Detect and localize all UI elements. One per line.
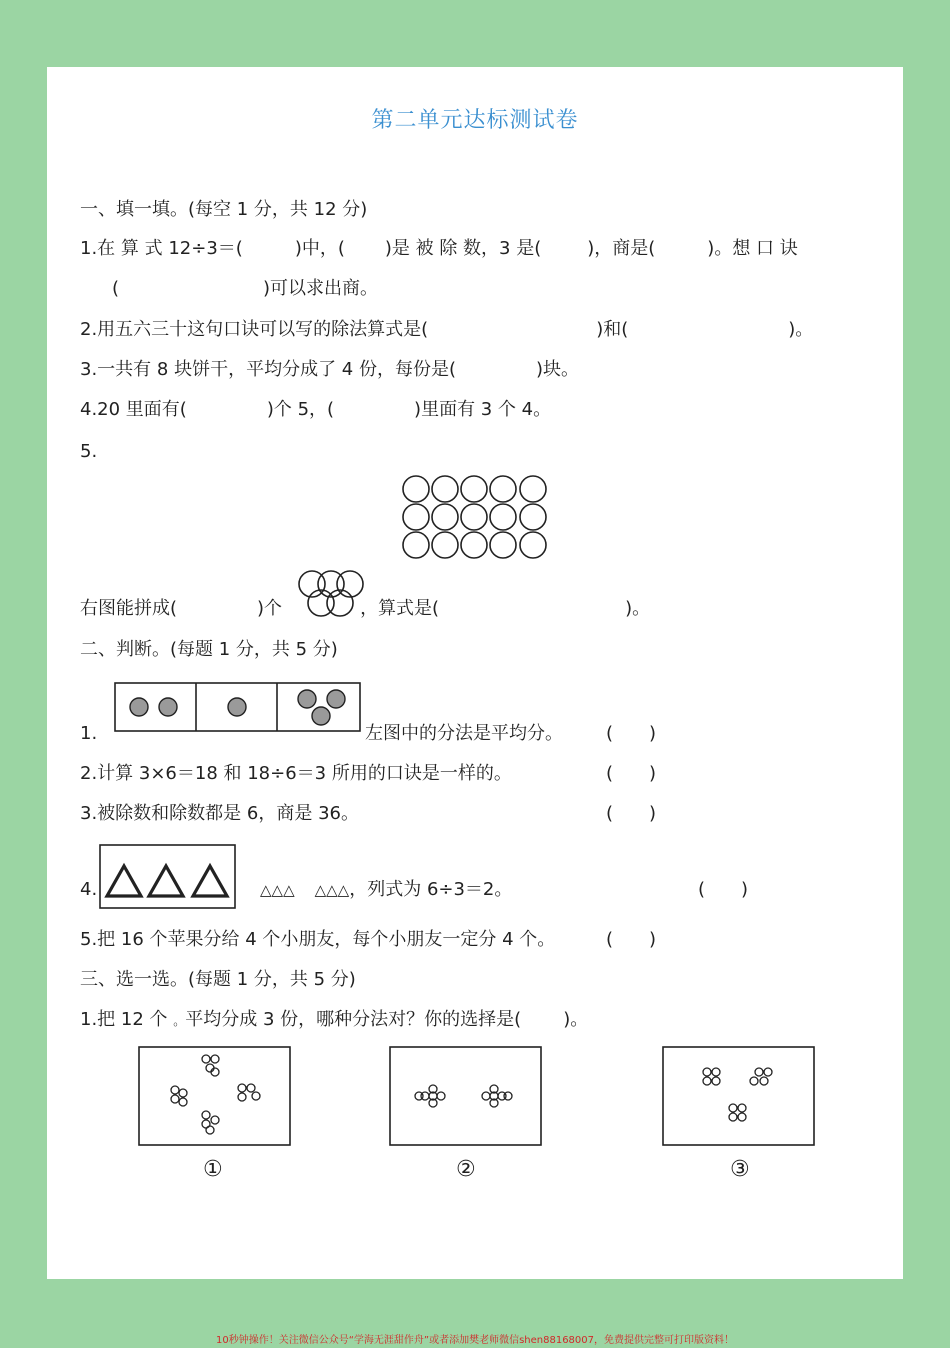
s2-q5: 5.把 16 个苹果分给 4 个小朋友，每个小朋友一定分 4 个。 [80, 929, 556, 950]
answer-paren[interactable]: ( ) [606, 929, 657, 950]
option-3-label[interactable]: ③ [730, 1157, 750, 1182]
section2-heading: 二、判断。(每题 1 分，共 5 分) [80, 639, 338, 660]
s2-q1-number: 1. [80, 723, 98, 744]
s2-q2: 2.计算 3×6＝18 和 18÷6＝3 所用的口诀是一样的。 [80, 763, 512, 784]
footer-note: 10秒钟操作！关注微信公众号“学海无涯甜作舟”或者添加樊老师微信shen88168007，免费提供完整可打印版资料！ [215, 1335, 735, 1346]
q-text: )。想 口 诀 [707, 238, 798, 259]
answer-paren[interactable]: ( ) [698, 879, 749, 900]
q-text: ( [112, 278, 120, 299]
page-title: 第二单元达标测试卷 [371, 108, 579, 133]
q-text: )中，( [294, 238, 345, 259]
s3-q1 [80, 1008, 588, 1033]
answer-paren[interactable]: ( ) [606, 723, 657, 744]
q-text: )，商是( [587, 238, 656, 259]
q-text: )块。 [536, 359, 580, 380]
q-text: 平均分成 3 份，哪种分法对？你的选择是( [185, 1009, 522, 1030]
q-text: )和( [596, 319, 629, 340]
q-text: 2.用五六三十这句口诀可以写的除法算式是( [80, 319, 429, 340]
q-text: ，列式为 6÷3＝2。 [349, 879, 513, 900]
s1-q1-line2 [112, 277, 378, 301]
section1-heading: 一、填一填。(每空 1 分，共 12 分) [80, 199, 368, 220]
q-text: 右图能拼成( [80, 598, 178, 619]
q-text: )。 [563, 1009, 589, 1030]
option-3-figure[interactable] [662, 1046, 816, 1148]
rings-figure [298, 570, 366, 620]
q-text: )。 [788, 319, 814, 340]
option-2-figure[interactable] [389, 1046, 543, 1148]
q-text: )。 [625, 598, 651, 619]
circles-grid-figure [400, 474, 552, 562]
division-boxes-figure [114, 682, 362, 734]
s2-q4-number: 4. [80, 879, 98, 900]
triangles-box-figure [99, 844, 237, 910]
q-text: ，算式是( [360, 598, 440, 619]
answer-paren[interactable]: ( ) [606, 803, 657, 824]
q-text: 4.20 里面有( [80, 399, 187, 420]
s1-q5-number: 5. [80, 441, 98, 462]
q-text: 1.在 算 式 12÷3＝( [80, 238, 243, 259]
s1-q4 [80, 398, 551, 422]
q-text: 1.把 12 个 [80, 1009, 174, 1030]
answer-paren[interactable]: ( ) [606, 763, 657, 784]
small-triangles: △△△ [314, 881, 350, 899]
s2-q3: 3.被除数和除数都是 6，商是 36。 [80, 803, 359, 824]
option-1-label[interactable]: ① [203, 1157, 223, 1182]
option-1-figure[interactable] [138, 1046, 292, 1148]
q-text: )是 被 除 数，3 是( [384, 238, 542, 259]
q-text: )个 5，( [266, 399, 335, 420]
s1-q2 [80, 318, 813, 342]
s1-q3 [80, 358, 579, 382]
small-circle-symbol: 。 [173, 1014, 186, 1028]
q-text: )个 [257, 598, 283, 619]
section3-heading: 三、选一选。(每题 1 分，共 5 分) [80, 969, 356, 990]
s2-q4 [260, 878, 512, 902]
s2-q1: 左图中的分法是平均分。 [365, 723, 563, 744]
q-text: )里面有 3 个 4。 [414, 399, 552, 420]
option-2-label[interactable]: ② [456, 1157, 476, 1182]
small-triangles: △△△ [260, 881, 295, 899]
q-text: 3.一共有 8 块饼干，平均分成了 4 份，每份是( [80, 359, 456, 380]
s1-q1-line1 [80, 237, 798, 261]
q-text: )可以求出商。 [263, 278, 379, 299]
